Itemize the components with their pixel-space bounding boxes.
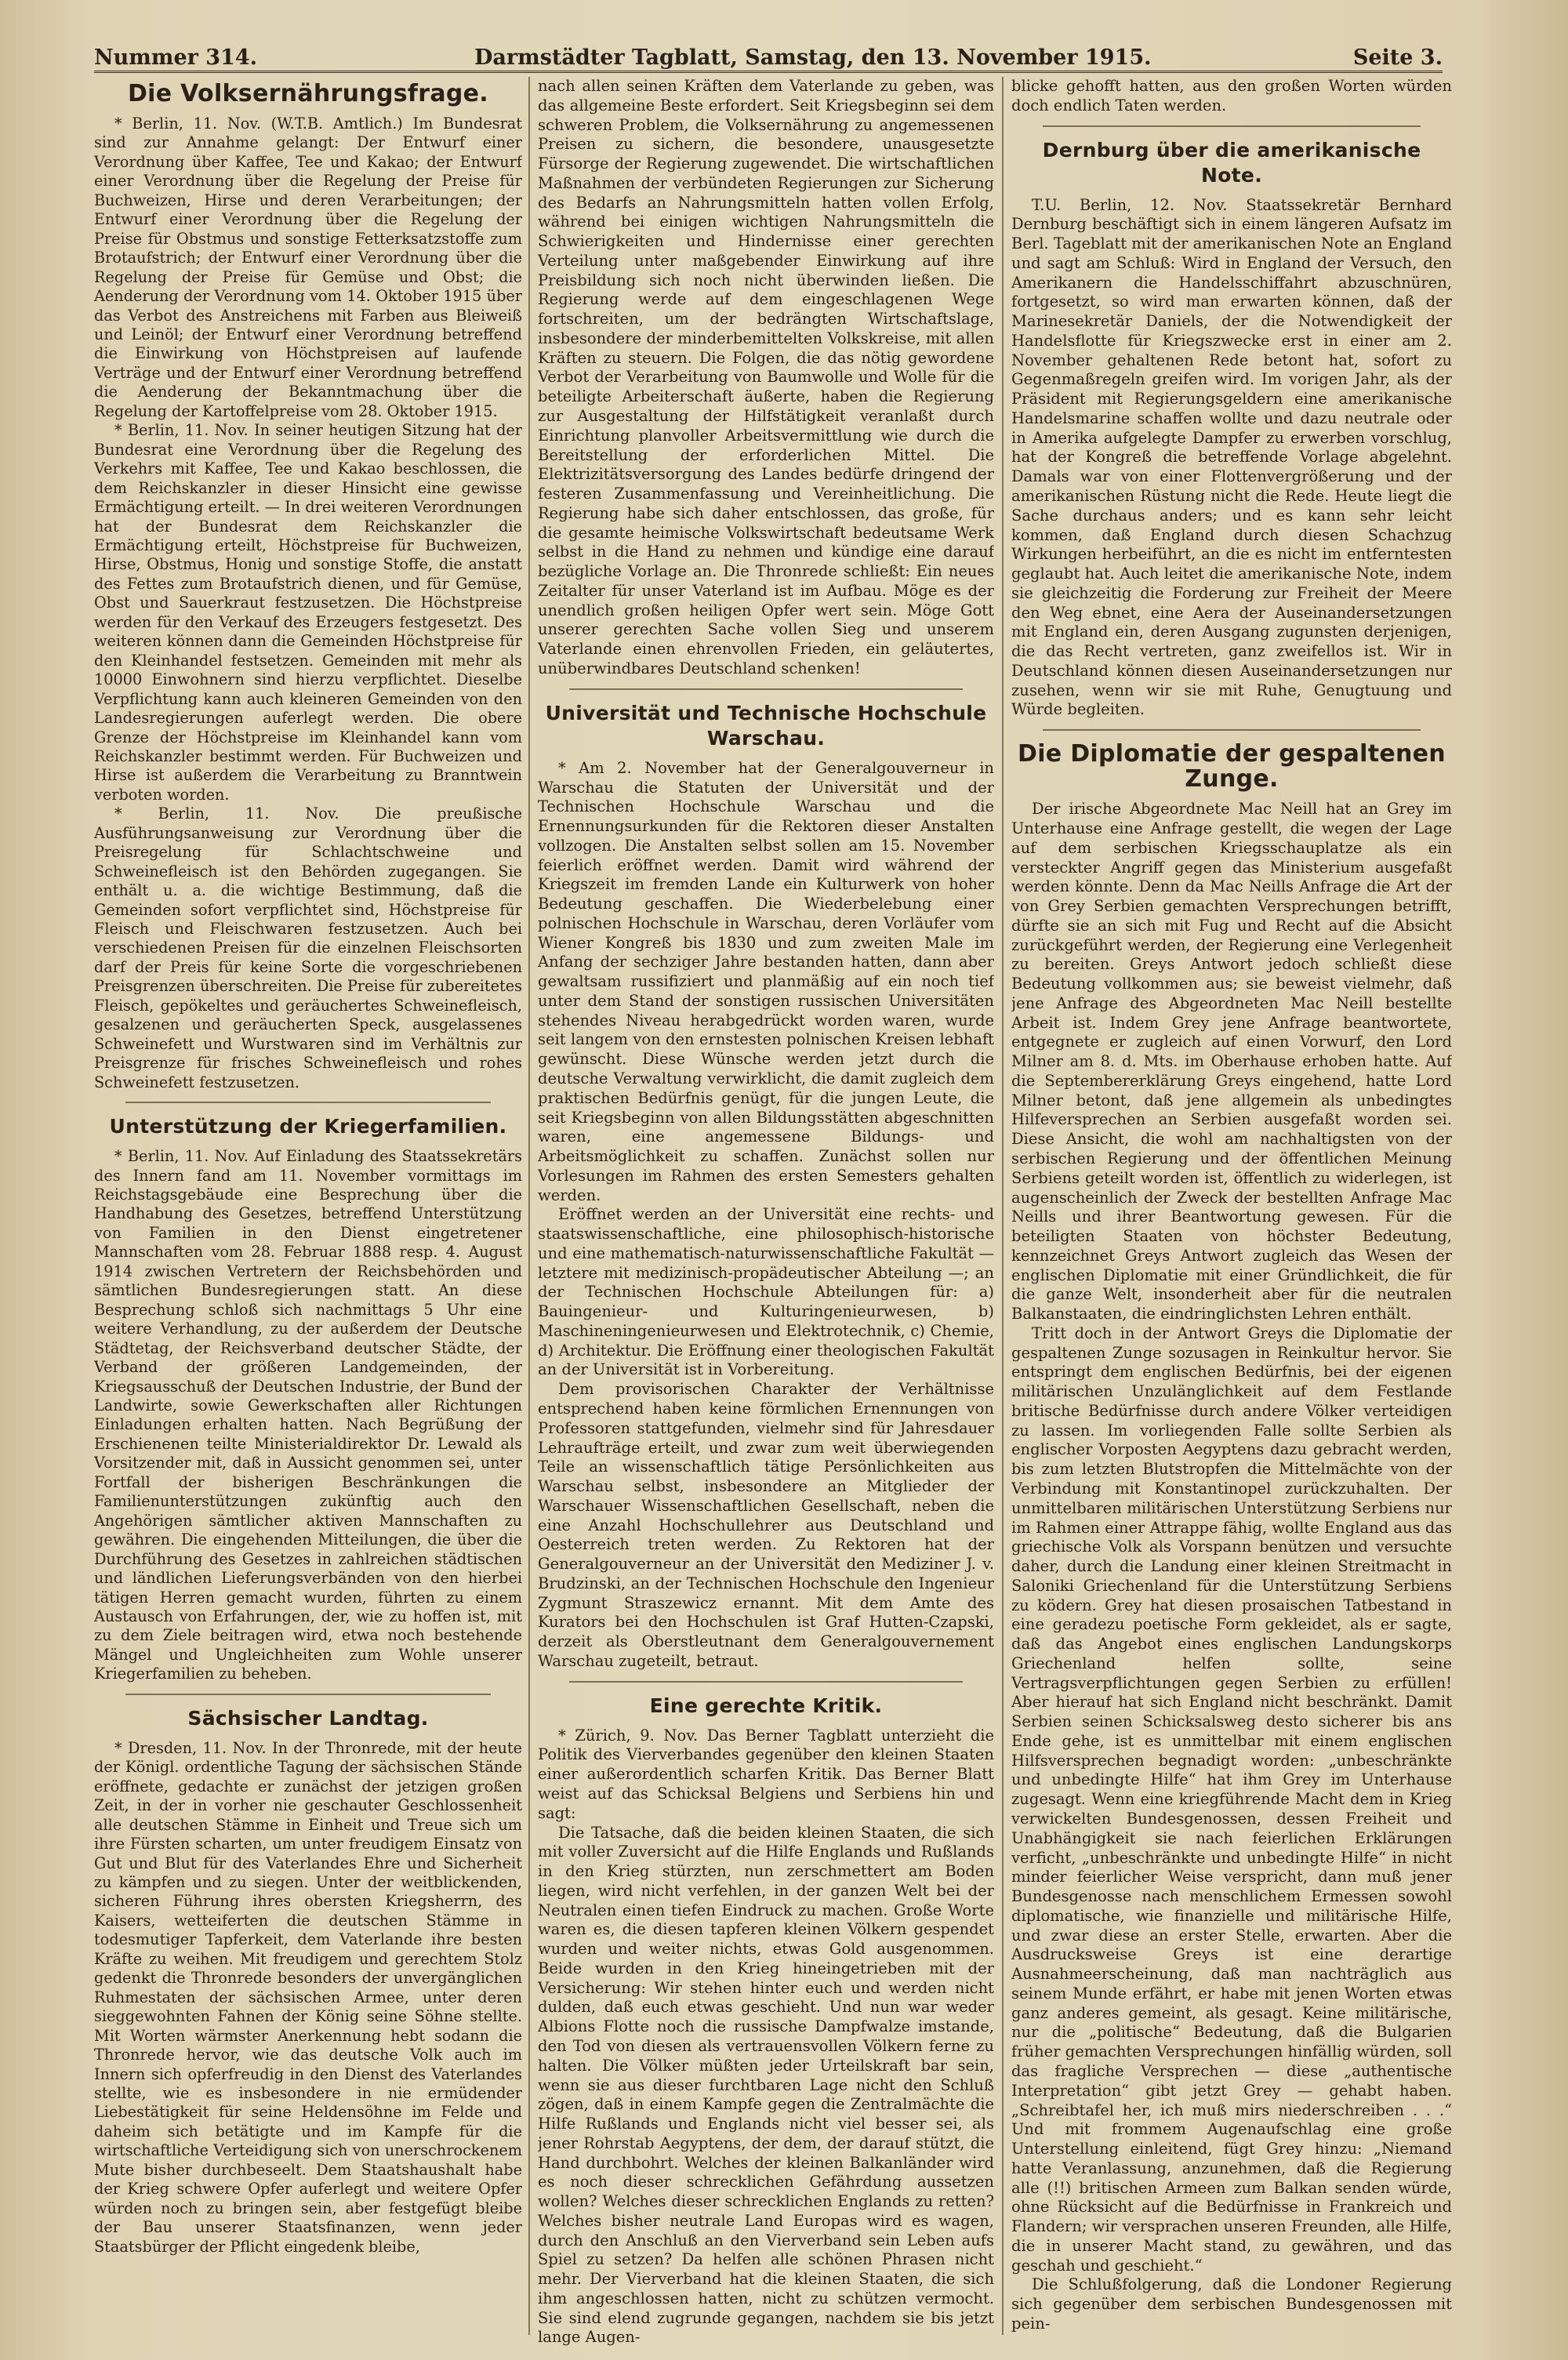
- headline-warschau: Universität und Technische Hochschule Warschau.: [545, 701, 987, 750]
- headline-diplomatie: Die Diplomatie der gespaltenen Zunge.: [1018, 740, 1446, 793]
- newspaper-title: Darmstädter Tagblatt, Samstag, den 13. November 1915.: [474, 45, 1152, 70]
- article-paragraph: T.U. Berlin, 12. Nov. Staatssekretär Bernhard Dernburg beschäftigt sich in einem längeren Aufsatz im Berl. Tageblatt mit der amerikanischen Note an England und sagt am Schluß: Wird in England der Versuch, den Amerikanern die Handelsschiffahrt abzuschnüren, fortgesetzt, so wird man erwarten können, daß der Marinesekretär Daniels, der die Notwendigkeit der Handelsflotte für Kriegszwecke erst in einer am 2. November gehaltenen Rede betont hat, sofort zu Gegenmaßregeln greifen wird. Im vorigen Jahr, als der Präsident mit Regierungsgeldern eine amerikanische Handelsmarine schaffen wollte und dazu neutrale oder in Amerika aufgelegte Dampfer zu erwerben vorschlug, hat der Kongreß die betreffende Vorlage abgelehnt. Damals war von einer Flottenvergrößerung und der amerikanischen Rüstung nicht die Rede. Heute liegt die Sache durchaus anders; und es kann sehr leicht kommen, daß England durch diesen Schachzug Wirkungen herbeiführt, an die es nicht im entferntesten geglaubt hat. Auch leitet die amerikanische Note, indem sie gleichzeitig die Forderung zur Freiheit der Meere den Weg ebnet, eine Aera der Auseinandersetzungen mit England ein, deren Ausgang zugunsten derjenigen, die das Recht vertreten, ganz zweifellos ist. Wir in Deutschland können diesen Auseinandersetzungen nur zusehen, wenn wir sie mit Ruhe, Genugtuung und Würde begleiten.: [1011, 195, 1452, 719]
- article-paragraph: Dem provisorischen Charakter der Verhältnisse entsprechend haben keine förmlichen Ernennungen von Professoren stattgefunden, vielmehr sind für Jahresdauer Lehraufträge erteilt, und zwar zum weit überwiegenden Teile an wissenschaftlich tätige Persönlichkeiten aus Warschau selbst, insbesondere an Mitglieder der Warschauer Wissenschaftlichen Gesellschaft, neben die eine Anzahl Hochschullehrer aus Deutschland und Oesterreich treten werden. Zu Rektoren hat der Generalgouverneur an der Universität den Mediziner J. v. Brudzinski, an der Technischen Hochschule den Ingenieur Zygmunt Straszewicz ernannt. Mit dem Amte des Kurators bei den Hochschulen ist Graf Hutten-Czapski, derzeit als Oberstleutnant dem Generalgouvernement Warschau zugeteilt, betraut.: [538, 1380, 994, 1670]
- column-2: [538, 77, 994, 2351]
- column-rule: [528, 77, 530, 2335]
- article-paragraph: * Berlin, 11. Nov. Die preußische Ausführungsanweisung zur Verordnung über die Preisregelung für Schlachtschweine und Schweinefleisch ist den Behörden zugegangen. Sie enthält u. a. die wichtige Bestimmung, daß die Gemeinden sofort verpflichtet sind, Höchstpreise für Fleisch und Fleischwaren festzusetzen. Auch bei verschiedenen Preisen für die einzelnen Fleischsorten darf der Preis für keine Sorte die vorgeschriebenen Preisgrenzen überschreiten. Die Preise für zubereitetes Fleisch, gepökeltes und geräuchertes Schweinefleisch, gesalzenen und geräucherten Speck, ausgelassenes Schweinefett und Wurstwaren sind im Verhältnis zur Preisgrenze für frisches Schweinefleisch und rohes Schweinefett festzusetzen.: [94, 804, 522, 1091]
- masthead: [94, 45, 1443, 73]
- article-paragraph: nach allen seinen Kräften dem Vaterlande zu geben, was das allgemeine Beste erfordert. Seit Kriegsbeginn sei dem schweren Problem, die Volksernährung zu angemessenen Preisen zu sichern, die besondere, unausgesetzte Fürsorge der Regierung zugewendet. Die wirtschaftlichen Maßnahmen der verbündeten Regierungen zur Sicherung des Bedarfs an Nahrungsmitteln hatten vollen Erfolg, während bei einigen wichtigen Nahrungsmitteln die Schwierigkeiten und Hindernisse einer gerechten Verteilung unter maßgebender Einwirkung auf ihre Preisbildung sich noch nicht überwinden ließen. Die Regierung werde auf dem eingeschlagenen Wege fortschreiten, um der bedrängten Wirtschaftslage, insbesondere der minderbemittelten Volkskreise, mit allen Kräften zu steuern. Die Folgen, die das nötig gewordene Verbot der Verarbeitung von Baumwolle und Wolle für die beteiligte Arbeiterschaft äußerte, haben die Regierung zur Ausgestaltung der Hilfstätigkeit veranlaßt durch Einrichtung planvoller Arbeitsvermittlung wie durch die Bereitstellung der erforderlichen Mittel. Die Elektrizitätsversorgung des Landes bedürfe dringend der festeren Zusammenfassung und Vereinheitlichung. Die Regierung habe sich daher entschlossen, das große, für die gesamte heimische Volkswirtschaft bedeutsame Werk selbst in die Hand zu nehmen und kündige eine darauf bezügliche Vorlage an. Die Thronrede schließt: Ein neues Zeitalter für unser Vaterland ist im Aufbau. Möge es der unendlich großen heiligen Opfer wert sein. Möge Gott unserer gerechten Sache vollen Sieg und unserem Vaterlande einen ehrenvollen Frieden, ein geläutertes, unüberwindbares Deutschland schenken!: [538, 77, 994, 677]
- column-rule: [1002, 77, 1004, 2335]
- article-paragraph: * Berlin, 11. Nov. In seiner heutigen Sitzung hat der Bundesrat eine Verordnung über die Regelung des Verkehrs mit Kaffee, Tee und Kakao beschlossen, die dem Reichskanzler in dieser Hinsicht eine gewisse Ermächtigung erteilt. — In drei weiteren Verordnungen hat der Bundesrat dem Reichskanzler die Ermächtigung erteilt, Höchstpreise für Buchweizen, Hirse, Obstmus, Honig und sonstige Stoffe, die anstatt des Fettes zum Brotaufstrich dienen, und für Gemüse, Obst und Sauerkraut festzusetzen. Die Höchstpreise werden für den Verkauf des Erzeugers festgesetzt. Des weiteren können dann die Gemeinden Höchstpreise für den Kleinhandel festsetzen. Gemeinden mit mehr als 10000 Einwohnern sind hierzu verpflichtet. Dieselbe Verpflichtung kann auch kleineren Gemeinden von den Landesregierungen auferlegt werden. Die obere Grenze der Höchstpreise im Kleinhandel kann vom Reichskanzler bestimmt werden. Für Buchweizen und Hirse ist außerdem die Verarbeitung zu Branntwein verboten worden.: [94, 421, 522, 804]
- section-divider: [569, 688, 963, 690]
- article-paragraph: * Zürich, 9. Nov. Das Berner Tagblatt unterzieht die Politik des Vierverbandes gegenüber den kleinen Staaten einer außerordentlich scharfen Kritik. Das Berner Blatt weist auf das Schicksal Belgiens und Serbiens hin und sagt:: [538, 1726, 994, 1822]
- headline-kritik: Eine gerechte Kritik.: [649, 1694, 883, 1717]
- section-divider: [1043, 125, 1421, 127]
- issue-number: Nummer 314.: [94, 45, 258, 70]
- article-paragraph: Der irische Abgeordnete Mac Neill hat an Grey im Unterhause eine Anfrage gestellt, die wegen der Lage auf dem serbischen Kriegsschauplatze als ein versteckter Angriff gegen das Ministerium ausgefaßt werden könnte. Denn da Mac Neills Anfrage die Art der von Grey Serbien gemachten Versprechungen betrifft, dürfte sie an sich mit Fug und Recht auf die Absicht zurückgeführt werden, der Regierung eine Verlegenheit zu bereiten. Greys Antwort jedoch schließt diese Bedeutung vollkommen aus; sie beweist vielmehr, daß jene Anfrage des Abgeordneten Mac Neill bestellte Arbeit ist. Indem Grey jene Anfrage beantwortete, entgegnete er zugleich auf einen Vorwurf, den Lord Milner am 8. d. Mts. im Oberhause erhoben hatte. Auf die Septembererklärung Greys eingehend, hatte Lord Milner betont, daß jene allgemein als unbedingtes Hilfeversprechen an Serbien ausgefaßt worden sei. Diese Ansicht, die wohl am nachhaltigsten von der serbischen Regierung und der öffentlichen Meinung Serbiens geteilt worden ist, öffentlich zu widerlegen, ist augenscheinlich der Zweck der bestellten Anfrage Mac Neills und ihrer Beantwortung gewesen. Für die beteiligten Staaten von höchster Bedeutung, kennzeichnet Greys Antwort zugleich das Wesen der englischen Diplomatie mit einer Gründlichkeit, die für die ganze Welt, insonderheit aber für die neutralen Balkanstaaten, die eindringlichsten Lehren enthält.: [1011, 800, 1452, 1323]
- section-divider: [569, 1681, 963, 1683]
- section-divider: [125, 1694, 491, 1695]
- article-paragraph: * Berlin, 11. Nov. Auf Einladung des Staatssekretärs des Innern fand am 11. November vormittags im Reichstagsgebäude eine Besprechung über die Handhabung des Gesetzes, betreffend Unterstützung von Familien in den Dienst eingetretener Mannschaften vom 28. Februar 1888 resp. 4. August 1914 zwischen Vertretern der Reichsbehörden und sämtlichen Bundesregierungen statt. An diese Besprechung schloß sich nachmittags 5 Uhr eine weitere Verhandlung, zu der außerdem der Deutsche Städtetag, der Reichsverband deutscher Städte, der Verband der größeren Landgemeinden, der Kriegsausschuß der Deutschen Industrie, der Bund der Landwirte, sowie Gewerkschaften aller Richtungen Einladungen erhalten hatten. Nach Begrüßung der Erschienenen teilte Ministerialdirektor Dr. Lewald als Vorsitzender mit, daß in Aussicht genommen sei, unter Fortfall der bisherigen Beschränkungen die Familienunterstützungen zukünftig auch den Angehörigen sämtlicher aktiven Mannschaften zu gewähren. Die eingehenden Mitteilungen, die über die Durchführung des Gesetzes in zahlreichen städtischen und ländlichen Lieferungsverbänden von den hierbei tätigen Herren gemacht wurden, führten zu einem Austausch von Erfahrungen, der, wie zu hoffen ist, mit zu dem Ziele beitragen wird, etwa noch bestehende Mängel und Ungleichheiten zum Wohle unserer Kriegerfamilien zu beheben.: [94, 1147, 522, 1683]
- article-paragraph: Tritt doch in der Antwort Greys die Diplomatie der gespaltenen Zunge sozusagen in Reinkultur hervor. Sie entspringt dem englischen Bedürfnis, bei der eigenen militärischen Unzulänglichkeit auf dem Festlande britische Bedürfnisse durch andere Völker verteidigen zu lassen. Im vorliegenden Falle sollte Serbien als englischer Vorposten Aegyptens dazu gebracht werden, bis zum letzten Blutstropfen die Mittelmächte von der Verbindung mit Konstantinopel zurückzuhalten. Der unmittelbaren militärischen Unterstützung Serbiens nur im Rahmen einer Attrappe fähig, wollte England aus das griechische Volk als Vorspann benützen und versuchte daher, durch die Landung einer kleinen Streitmacht in Saloniki Griechenland für die Unterstützung Serbiens zu ködern. Grey hat diesen prosaischen Tatbestand in eine geradezu poetische Form gekleidet, als er sagte, daß das Angebot eines englischen Landungskorps Griechenland helfen sollte, seine Vertragsverpflichtungen gegen Serbien zu erfüllen! Aber hierauf hat sich England nicht beschränkt. Damit Serbien seinen Schicksalsweg desto sicherer bis ans Ende gehe, ist es unmittelbar mit einem englischen Hilfsversprechen begnadigt worden: „unbeschränkte und unbedingte Hilfe“ hat ihm Grey im Unterhause zugesagt. Wenn eine kriegführende Macht dem in Krieg verwickelten Bundesgenossen, dessen Freiheit und Unabhängigkeit sie nach feierlichen Erklärungen verficht, „unbeschränkte und unbedingte Hilfe“ in nicht minder feierlicher Weise verspricht, dann muß jener Bundesgenosse nach menschlichem Ermessen sowohl diplomatische, wie finanzielle und militärische Hilfe, und zwar diese an erster Stelle, erwarten. Aber die Ausdrucksweise Greys ist eine derartige Ausnahmeerscheinung, daß man nachträglich aus seinem Munde erfährt, er habe mit jenen Worten etwas ganz anderes gemeint, als gesagt. Keine militärische, nur die „politische“ Bedeutung, daß die Bulgarien früher gemachten Versprechungen hinfällig würden, soll das fragliche Versprechen — diese „authentische Interpretation“ gibt jetzt Grey — gehabt haben. „Schreibtafel her, ich muß mirs niederschreiben . . .“ Und mit frommem Augenaufschlag eine große Unterstellung einleitend, fügt Grey hinzu: „Niemand hatte Veranlassung, anzunehmen, daß die Regierung alle (!!) britischen Armeen zum Balkan senden würde, ohne Rücksicht auf die Bedürfnisse in Frankreich und Flandern; wir versprachen unseren Freunden, alle Hilfe, die in unserer Macht stand, zu gewähren, und das geschah und geschieht.“: [1011, 1323, 1452, 2275]
- section-divider: [1043, 729, 1421, 731]
- column-3: [1011, 77, 1452, 2351]
- article-paragraph: blicke gehofft hatten, aus den großen Worten würden doch endlich Taten werden.: [1011, 77, 1452, 114]
- headline-dernburg: Dernburg über die amerikanische Note.: [1042, 138, 1421, 187]
- article-paragraph: Die Tatsache, daß die beiden kleinen Staaten, die sich mit voller Zuversicht auf die Hilfe Englands und Rußlands in den Krieg stürzten, nun zerschmettert am Boden liegen, wird nicht verfehlen, in der ganzen Welt bei der Neutralen einen tiefen Eindruck zu machen. Große Worte waren es, die diesen tapferen kleinen Völkern gespendet wurden und weiter nichts, etwas Gold ausgenommen. Beide wurden in den Krieg hineingetrieben mit der Versicherung: Wir stehen hinter euch und werden nicht dulden, daß euch etwas geschieht. Und nun war weder Albions Flotte noch die russische Dampfwalze imstande, den Tod von diesen als vertrauensvollen Völkern ferne zu halten. Die Völker müßten jeder Urteilskraft bar sein, wenn sie aus dieser furchtbaren Lage nicht den Schluß zögen, daß in einem Kampfe gegen die Zentralmächte die Hilfe Rußlands und Englands nicht viel besser sei, als jener Rohrstab Aegyptens, der dem, der darauf stützt, die Hand durchbohrt. Welches der kleinen Balkanländer wird es noch dieser schrecklichen Gefährdung aussetzen wollen? Welches dieser schrecklichen Englands zu retten? Welches bisher neutrale Land Europas wird es wagen, durch den Anschluß an den Vierverband sein Leben aufs Spiel zu setzen? Da helfen alle schönen Phrasen nicht mehr. Der Vierverband hat die kleinen Staaten, die sich ihm angeschlossen hatten, nicht zu schützen vermocht. Sie sind elend zugrunde gegangen, nachdem sie bis jetzt lange Augen-: [538, 1823, 994, 2347]
- section-divider: [125, 1102, 491, 1103]
- headline-volksernaehrung: Die Volksernährungsfrage.: [127, 80, 488, 107]
- page-number: Seite 3.: [1352, 45, 1443, 70]
- article-paragraph: Die Schlußfolgerung, daß die Londoner Regierung sich gegenüber dem serbischen Bundesgenossen mit pein-: [1011, 2275, 1452, 2333]
- article-paragraph: * Dresden, 11. Nov. In der Thronrede, mit der heute der Königl. ordentliche Tagung der sächsischen Stände eröffnete, gedachte er zunächst der jetzigen großen Zeit, in der in vorher nie geschauter Geschlossenheit alle deutschen Stämme in Einheit und Treue sich um ihre Fürsten scharten, um unter freudigem Einsatz von Gut und Blut für des Vaterlandes Ehre und Sicherheit zu kämpfen und zu siegen. Unter der weitblickenden, sicheren Führung ihres obersten Kriegsherrn, des Kaisers, wetteiferten die deutschen Stämme in todesmutiger Tapferkeit, dem Vaterlande ihre besten Kräfte zu weihen. Mit freudigem und gerechtem Stolz gedenkt die Thronrede besonders der unvergänglichen Ruhmestaten der sächsischen Armee, unter deren sieggewohnten Fahnen der König seine Söhne stellte. Mit Worten wärmster Anerkennung hebt sodann die Thronrede hervor, wie das deutsche Volk auch im Innern sich opferfreudig in den Dienst des Vaterlandes stellte, wie es insbesondere in nie ermüdender Liebestätigkeit für seine Heldensöhne im Felde und daheim sich betätigte und im Kampfe für die wirtschaftliche Verteidigung sich von unerschrockenem Mute bisher durchbeseelt. Dem Staatshaushalt habe der Krieg schwere Opfer auferlegt und weitere Opfer würden noch zu bringen sein, aber festgefügt bleibe der Bau unserer Staatsfinanzen, wenn jeder Staatsbürger der Pflicht eingedenk bleibe,: [94, 1738, 522, 2256]
- article-paragraph: * Am 2. November hat der Generalgouverneur in Warschau die Statuten der Universität und der Technischen Hochschule Warschau und die Ernennungsurkunden für die Rektoren dieser Anstalten vollzogen. Die Anstalten selbst sollen am 15. November feierlich eröffnet werden. Damit wird während der Kriegszeit im fremden Lande ein Kulturwerk von hoher Bedeutung geschaffen. Die Wiederbelebung einer polnischen Hochschule in Warschau, deren Vorläufer vom Wiener Kongreß bis 1830 und zum zweiten Male im Anfang der sechziger Jahre bestanden hatten, dann aber gewaltsam russifiziert und planmäßig auf ein noch tief unter dem Stand der sonstigen russischen Universitäten stehendes Niveau herabgedrückt worden waren, wurde seit langem von den ernstesten polnischen Kreisen lebhaft gewünscht. Diese Wünsche werden jetzt durch die deutsche Verwaltung verwirklicht, die damit zugleich dem praktischen Bedürfnis genügt, für die jungen Leute, die seit Kriegsbeginn von allen Bildungsstätten abgeschnitten waren, eine angemessene Bildungs- und Arbeitsmöglichkeit zu schaffen. Zunächst sollen nur Vorlesungen im Rahmen des ersten Semesters gehalten werden.: [538, 758, 994, 1204]
- column-1: [94, 77, 522, 2351]
- article-paragraph: * Berlin, 11. Nov. (W.T.B. Amtlich.) Im Bundesrat sind zur Annahme gelangt: Der Entwurf einer Verordnung über Kaffee, Tee und Kakao; der Entwurf einer Verordnung über die Regelung der Preise für Buchweizen, Hirse und deren Verarbeitungen; der Entwurf einer Verordnung über die Regelung der Preise für Obstmus und sonstige Fetterksatzstoffe zum Brotaufstrich; der Entwurf einer Verordnung über die Regelung der Preise für Gemüse und Obst; die Aenderung der Verordnung vom 14. Oktober 1915 über das Verbot des Anstreichens mit Farben aus Bleiweiß und Leinöl; der Entwurf einer Verordnung betreffend die Einwirkung von Höchstpreisen auf laufende Verträge und der Entwurf einer Verordnung betreffend die Aenderung der Bekanntmachung über die Regelung der Kartoffelpreise vom 28. Oktober 1915.: [94, 114, 522, 420]
- article-paragraph: Eröffnet werden an der Universität eine rechts- und staatswissenschaftliche, eine philosophisch-historische und eine mathematisch-naturwissenschaftliche Fakultät — letztere mit medizinisch-propädeutischer Abteilung —; an der Technischen Hochschule Abteilungen für: a) Bauingenieur- und Kulturingenieurwesen, b) Maschineningenieurwesen und Elektrotechnik, c) Chemie, d) Architektur. Die Eröffnung einer theologischen Fakultät an der Universität ist in Vorbereitung.: [538, 1205, 994, 1379]
- headline-landtag: Sächsischer Landtag.: [187, 1706, 429, 1730]
- headline-kriegerfamilien: Unterstützung der Kriegerfamilien.: [109, 1115, 507, 1138]
